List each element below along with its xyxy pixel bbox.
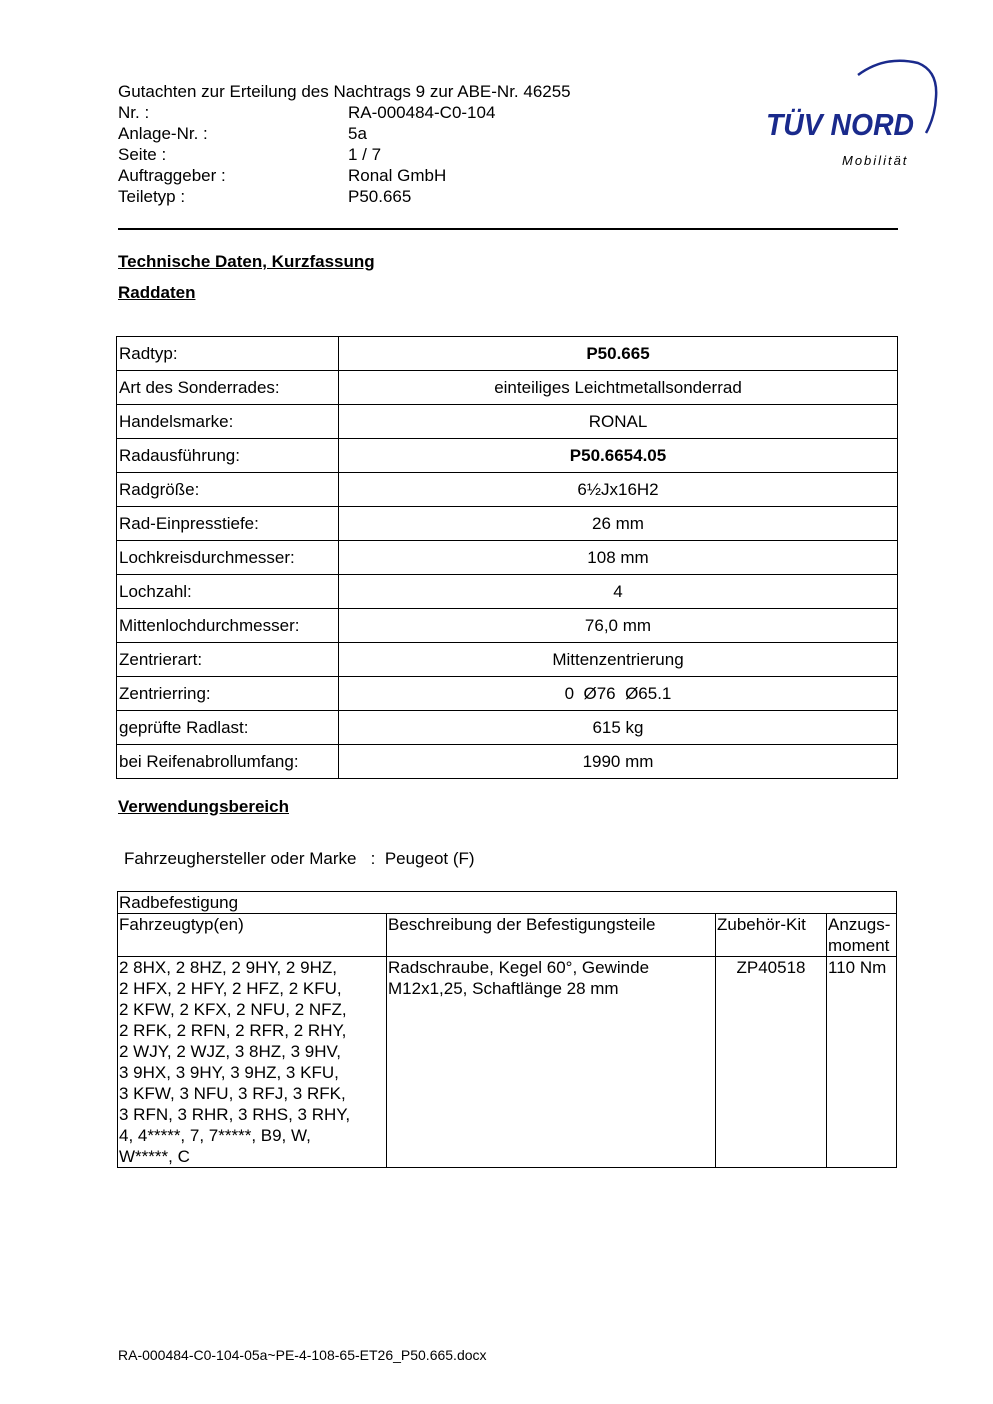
table-row <box>117 575 898 609</box>
row-value: RONAL <box>339 405 898 439</box>
row-value: P50.665 <box>339 337 898 371</box>
row-value: Mittenzentrierung <box>339 643 898 677</box>
row-label: bei Reifenabrollumfang: <box>117 745 339 779</box>
table-row <box>117 337 898 371</box>
table-row <box>117 371 898 405</box>
meta-value: Ronal GmbH <box>348 166 447 185</box>
logo-sub-text: Mobilität <box>842 153 909 168</box>
row-label: Lochkreisdurchmesser: <box>117 541 339 575</box>
meta-row-anlage <box>118 123 571 144</box>
row-label: Radgröße: <box>117 473 339 507</box>
row-value: 0 Ø76 Ø65.1 <box>339 677 898 711</box>
table-row <box>117 473 898 507</box>
row-label: Radtyp: <box>117 337 339 371</box>
row-value: 76,0 mm <box>339 609 898 643</box>
row-value: P50.6654.05 <box>339 439 898 473</box>
meta-value: P50.665 <box>348 187 412 206</box>
header-kit: Zubehör-Kit <box>716 914 827 957</box>
row-value: 4 <box>339 575 898 609</box>
row-label: Lochzahl: <box>117 575 339 609</box>
header-rule <box>118 228 898 230</box>
row-value: 615 kg <box>339 711 898 745</box>
manufacturer-value: Peugeot (F) <box>384 849 475 868</box>
torque-cell: 110 Nm <box>827 957 897 1168</box>
wheel-data-table <box>116 336 898 779</box>
row-label: Handelsmarke: <box>117 405 339 439</box>
table-row <box>117 507 898 541</box>
table-row <box>117 541 898 575</box>
row-value: 1990 mm <box>339 745 898 779</box>
meta-label: Anlage-Nr. : <box>118 124 208 143</box>
kit-cell: ZP40518 <box>716 957 827 1168</box>
row-label: Art des Sonderrades: <box>117 371 339 405</box>
meta-value: 1 / 7 <box>348 145 382 164</box>
fixing-table <box>117 891 897 1168</box>
header-vehicle-types: Fahrzeugtyp(en) <box>118 914 387 957</box>
manufacturer-label: Fahrzeughersteller oder Marke <box>124 849 357 868</box>
meta-row-auftraggeber <box>118 165 571 186</box>
header-torque: Anzugs- moment <box>827 914 897 957</box>
meta-value: 5a <box>348 124 367 143</box>
meta-row-nr <box>118 102 571 123</box>
document-title: Gutachten zur Erteilung des Nachtrags 9 zur ABE-Nr. 46255 <box>118 82 571 101</box>
section-title-raddaten: Raddaten <box>118 283 196 302</box>
tuv-nord-logo <box>760 57 940 172</box>
meta-value: RA-000484-C0-104 <box>348 103 496 122</box>
manufacturer-sep: : <box>370 849 376 868</box>
fixing-table-title: Radbefestigung <box>118 892 897 914</box>
row-label: Zentrierring: <box>117 677 339 711</box>
table-row <box>117 439 898 473</box>
table-header-row <box>118 914 897 957</box>
row-label: Radausführung: <box>117 439 339 473</box>
meta-row-seite <box>118 144 571 165</box>
vehicle-types-cell: 2 8HX, 2 8HZ, 2 9HY, 2 9HZ, 2 HFX, 2 HFY, 2 HFZ, 2 KFU, 2 KFW, 2 KFX, 2 NFU, 2 NFZ, 2 RFK, 2 RFN, 2 RFR, 2 RHY, 2 WJY, 2 WJZ, 3 8HZ, 3 9HV, 3 9HX, 3 9HY, 3 9HZ, 3 KFU, 3 KFW, 3 NFU, 3 RFJ, 3 RFK, 3 RFN, 3 RHR, 3 RHS, 3 RHY, 4, 4*****, 7, 7*****, B9, W, W*****, C <box>118 957 387 1168</box>
row-label: Rad-Einpresstiefe: <box>117 507 339 541</box>
row-label: Zentrierart: <box>117 643 339 677</box>
row-value: 26 mm <box>339 507 898 541</box>
row-label: Mittenlochdurchmesser: <box>117 609 339 643</box>
row-label: geprüfte Radlast: <box>117 711 339 745</box>
document-header <box>118 81 571 207</box>
meta-label: Teiletyp : <box>118 187 186 206</box>
row-value: einteiliges Leichtmetallsonderrad <box>339 371 898 405</box>
table-row <box>117 609 898 643</box>
manufacturer-line <box>124 849 475 869</box>
table-row <box>117 643 898 677</box>
meta-label: Auftraggeber : <box>118 166 226 185</box>
table-row <box>118 957 897 1168</box>
footer-filename: RA-000484-C0-104-05a~PE-4-108-65-ET26_P50.665.docx <box>118 1347 487 1363</box>
section-title-tech: Technische Daten, Kurzfassung <box>118 252 375 271</box>
row-value: 6½Jx16H2 <box>339 473 898 507</box>
table-row <box>117 405 898 439</box>
header-description: Beschreibung der Befestigungsteile <box>387 914 716 957</box>
table-row <box>117 677 898 711</box>
logo-brand-text: TÜV NORD <box>766 107 914 142</box>
meta-label: Nr. : <box>118 103 150 122</box>
row-value: 108 mm <box>339 541 898 575</box>
section-title-verwendung: Verwendungsbereich <box>118 797 289 816</box>
table-row <box>117 711 898 745</box>
description-cell: Radschraube, Kegel 60°, Gewinde M12x1,25, Schaftlänge 28 mm <box>387 957 716 1168</box>
table-row <box>117 745 898 779</box>
meta-label: Seite : <box>118 145 167 164</box>
table-title-row <box>118 892 897 914</box>
meta-row-teiletyp <box>118 186 571 207</box>
